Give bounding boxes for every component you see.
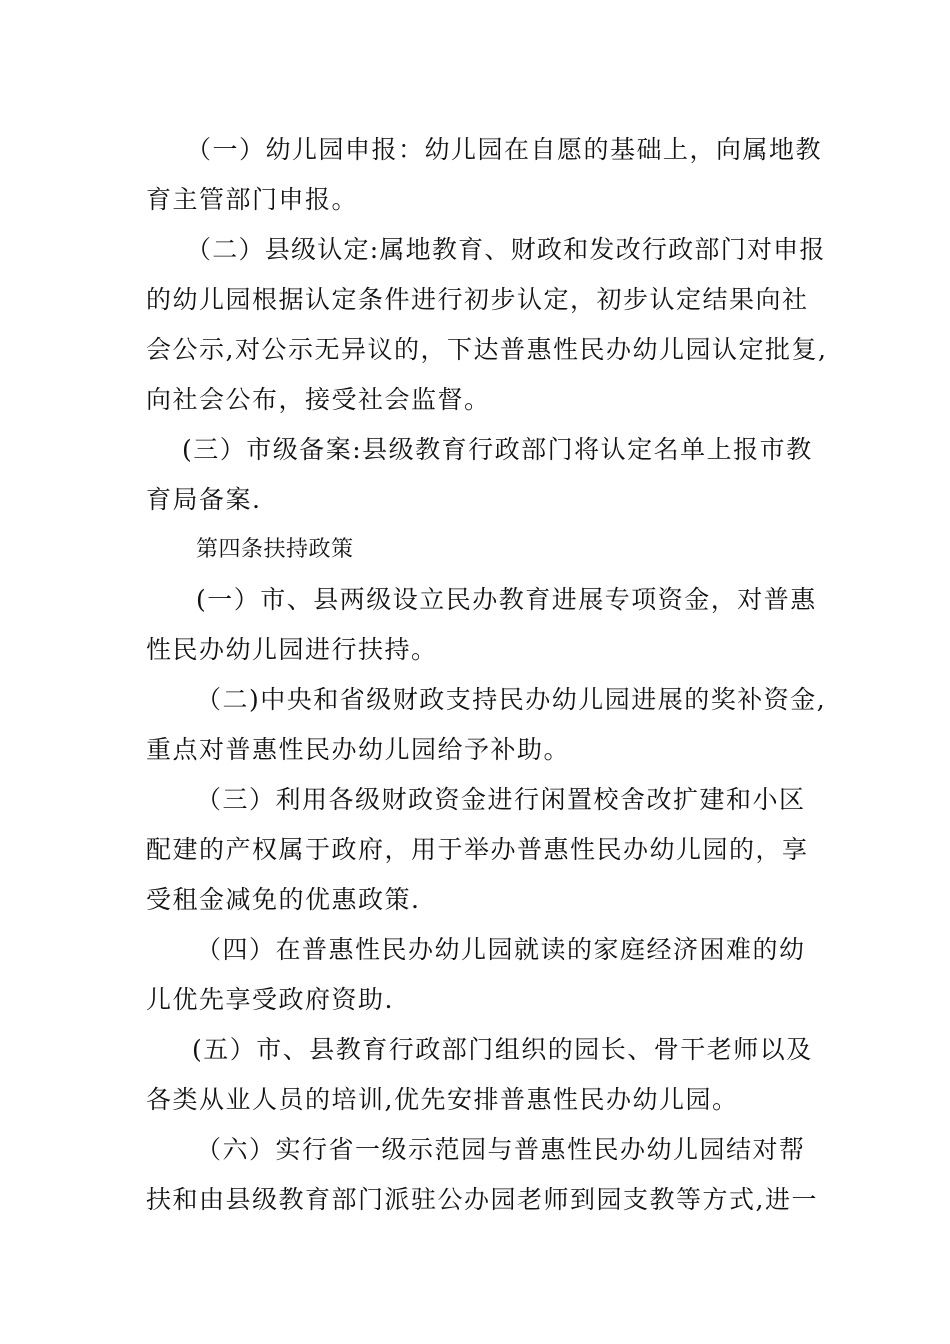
text-line: （二）县级认定:属地教育、财政和发改行政部门对申报 xyxy=(186,235,826,264)
text-line: 扶和由县级教育部门派驻公办园老师到园支教等方式,进一 xyxy=(146,1185,818,1214)
text-line: (三）市级备案:县级教育行政部门将认定名单上报市教 xyxy=(182,435,813,464)
text-line: （一）幼儿园申报：幼儿园在自愿的基础上，向属地教 xyxy=(186,135,823,164)
text-line: 性民办幼儿园进行扶持。 xyxy=(146,635,438,664)
text-line: 重点对普惠性民办幼儿园给予补助。 xyxy=(146,735,571,764)
text-line: 各类从业人员的培训,优先安排普惠性民办幼儿园。 xyxy=(146,1085,739,1114)
text-line: (五）市、县教育行政部门组织的园长、骨干老师以及 xyxy=(192,1035,813,1064)
text-line: （二)中央和省级财政支持民办幼儿园进展的奖补资金, xyxy=(196,685,827,714)
text-line: 的幼儿园根据认定条件进行初步认定，初步认定结果向社 xyxy=(146,285,809,314)
text-line: 育主管部门申报。 xyxy=(146,185,359,214)
section-heading: 第四条扶持政策 xyxy=(196,537,354,562)
text-line: 会公示,对公示无异议的，下达普惠性民办幼儿园认定批复, xyxy=(146,335,828,364)
text-line: 儿优先享受政府资助. xyxy=(146,985,394,1014)
text-line: 配建的产权属于政府，用于举办普惠性民办幼儿园的，享 xyxy=(146,835,809,864)
text-line: 育局备案. xyxy=(146,485,262,514)
text-line: 向社会公布，接受社会监督。 xyxy=(146,385,491,414)
text-line: 受租金减免的优惠政策. xyxy=(146,885,421,914)
text-line: （六）实行省一级示范园与普惠性民办幼儿园结对帮 xyxy=(196,1135,806,1164)
text-line: (一）市、县两级设立民办教育进展专项资金，对普惠 xyxy=(196,585,817,614)
text-line: （四）在普惠性民办幼儿园就读的家庭经济困难的幼 xyxy=(196,935,806,964)
text-line: （三）利用各级财政资金进行闲置校舍改扩建和小区 xyxy=(196,785,806,814)
